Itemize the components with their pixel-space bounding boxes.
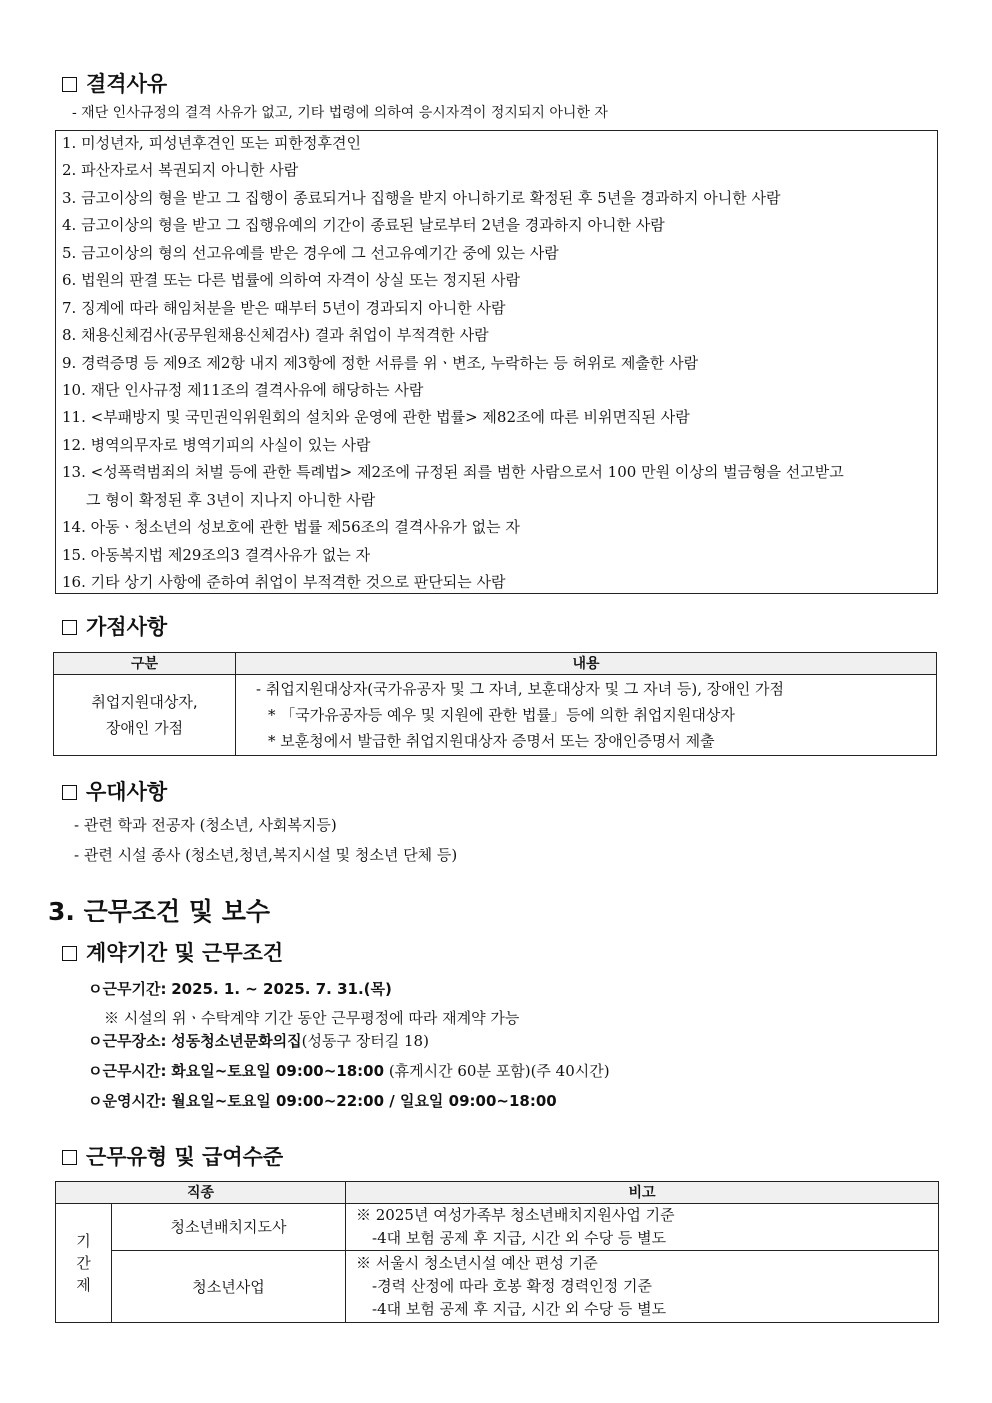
contract-period-note: ※ 시설의 위ㆍ수탁계약 기간 동안 근무평정에 따라 재계약 가능: [104, 1009, 520, 1027]
job-cell: 청소년배치지도사: [112, 1204, 346, 1251]
note-cell: [346, 1251, 939, 1323]
checkbox-square-icon: [62, 620, 77, 635]
bonus-category-cell: [54, 675, 236, 756]
bonus-heading: [62, 614, 167, 640]
note-line: -경력 산정에 따라 호봉 확정 경력인정 기준: [372, 1277, 653, 1295]
employment-type-char: 기: [76, 1232, 91, 1250]
salary-title: 근무유형 및 급여수준: [86, 1145, 284, 1169]
contract-hours-value: 화요일~토요일 09:00~18:00: [171, 1062, 385, 1080]
bonus-table: [53, 652, 937, 756]
contract-hours: [88, 1061, 610, 1081]
note-line: -4대 보험 공제 후 지급, 시간 외 수당 등 별도: [372, 1300, 667, 1318]
column-header-job: 직종: [56, 1182, 346, 1204]
bonus-content-line: * 보훈청에서 발급한 취업지원대상자 증명서 또는 장애인증명서 제출: [268, 732, 715, 750]
contract-place-detail: (성동구 장터길 18): [301, 1032, 429, 1050]
employment-type-cell: [56, 1204, 112, 1323]
table-row: [56, 1251, 939, 1323]
checkbox-square-icon: [62, 785, 77, 800]
list-item: 1. 미성년자, 피성년후견인 또는 피한정후견인: [62, 134, 361, 152]
list-item: 9. 경력증명 등 제9조 제2항 내지 제3항에 정한 서류를 위ㆍ변조, 누락하는 등 허위로 제출한 사람: [62, 354, 699, 372]
table-row: [56, 1204, 939, 1251]
bonus-title: 가점사항: [86, 615, 168, 639]
list-item: 3. 금고이상의 형을 받고 그 집행이 종료되거나 집행을 받지 아니하기로 확정된 후 5년을 경과하지 아니한 사람: [62, 189, 781, 207]
contract-place: [88, 1031, 429, 1051]
list-item: 16. 기타 상기 사항에 준하여 취업이 부적격한 것으로 판단되는 사람: [62, 573, 506, 591]
list-item: 8. 채용신체검사(공무원채용신체검사) 결과 취업이 부적격한 사람: [62, 326, 489, 344]
preference-item: - 관련 시설 종사 (청소년,청년,복지시설 및 청소년 단체 등): [74, 846, 458, 864]
list-item: 14. 아동ㆍ청소년의 성보호에 관한 법률 제56조의 결격사유가 없는 자: [62, 518, 520, 536]
note-cell: [346, 1204, 939, 1251]
contract-place-label: ㅇ근무장소:: [88, 1032, 167, 1050]
list-item: 2. 파산자로서 복권되지 아니한 사람: [62, 161, 299, 179]
bonus-category-line1: 취업지원대상자,: [91, 693, 198, 711]
checkbox-square-icon: [62, 77, 77, 92]
list-item: 6. 법원의 판결 또는 다른 법률에 의하여 자격이 상실 또는 정지된 사람: [62, 271, 520, 289]
note-line: -4대 보험 공제 후 지급, 시간 외 수당 등 별도: [372, 1229, 667, 1247]
contract-place-value: 성동청소년문화의집: [171, 1032, 302, 1050]
table-row: [54, 675, 937, 756]
bonus-content-line: - 취업지원대상자(국가유공자 및 그 자녀, 보훈대상자 및 그 자녀 등), 장애인 가점: [256, 680, 784, 698]
contract-hours-label: ㅇ근무시간:: [88, 1062, 167, 1080]
bonus-content-cell: [236, 675, 937, 756]
disqualification-title: 결격사유: [86, 72, 168, 96]
list-item: 7. 징계에 따라 해임처분을 받은 때부터 5년이 경과되지 아니한 사람: [62, 299, 506, 317]
disqualification-intro: - 재단 인사규정의 결격 사유가 없고, 기타 법령에 의하여 응시자격이 정지되지 아니한 자: [72, 105, 608, 121]
employment-type-char: 제: [76, 1276, 91, 1294]
list-item-continuation: 그 형이 확정된 후 3년이 지나지 아니한 사람: [86, 491, 376, 509]
list-item: 12. 병역의무자로 병역기피의 사실이 있는 사람: [62, 436, 371, 454]
list-item: 5. 금고이상의 형의 선고유예를 받은 경우에 그 선고유예기간 중에 있는 사람: [62, 244, 559, 262]
bonus-content-line: * 「국가유공자등 예우 및 지원에 관한 법률」등에 의한 취업지원대상자: [268, 706, 735, 724]
column-header-content: 내용: [236, 653, 937, 675]
list-item: 15. 아동복지법 제29조의3 결격사유가 없는 자: [62, 546, 371, 564]
list-item: 11. <부패방지 및 국민권익위원회의 설치와 운영에 관한 법률> 제82조에 따른 비위면직된 사람: [62, 408, 690, 426]
checkbox-square-icon: [62, 946, 77, 961]
note-line: ※ 서울시 청소년시설 예산 편성 기준: [356, 1254, 598, 1272]
column-header-category: 구분: [54, 653, 236, 675]
contract-ops: [88, 1091, 557, 1111]
table-header-row: [54, 653, 937, 675]
contract-heading: [62, 940, 283, 966]
contract-period: [88, 979, 392, 999]
disqualification-list-box: [55, 130, 938, 594]
list-item: 13. <성폭력범죄의 처벌 등에 관한 특례법> 제2조에 규정된 죄를 범한 사람으로서 100 만원 이상의 벌금형을 선고받고: [62, 463, 844, 481]
note-line: ※ 2025년 여성가족부 청소년배치지원사업 기준: [356, 1206, 675, 1224]
list-item: 10. 재단 인사규정 제11조의 결격사유에 해당하는 사람: [62, 381, 424, 399]
checkbox-square-icon: [62, 1150, 77, 1165]
employment-type-char: 간: [76, 1254, 91, 1272]
contract-title: 계약기간 및 근무조건: [86, 941, 284, 965]
job-cell: 청소년사업: [112, 1251, 346, 1323]
contract-hours-detail: (휴게시간 60분 포함)(주 40시간): [388, 1062, 610, 1080]
contract-ops-value: 월요일~토요일 09:00~22:00 / 일요일 09:00~18:00: [171, 1092, 557, 1110]
contract-period-value: 2025. 1. ~ 2025. 7. 31.(목): [171, 980, 392, 998]
salary-table: [55, 1181, 939, 1323]
bonus-category-line2: 장애인 가점: [105, 719, 184, 737]
preference-item: - 관련 학과 전공자 (청소년, 사회복지등): [74, 816, 337, 834]
preference-heading: [62, 779, 167, 805]
preference-title: 우대사항: [86, 780, 168, 804]
salary-heading: [62, 1144, 283, 1170]
table-header-row: [56, 1182, 939, 1204]
column-header-note: 비고: [346, 1182, 939, 1204]
list-item: 4. 금고이상의 형을 받고 그 집행유예의 기간이 종료된 날로부터 2년을 경과하지 아니한 사람: [62, 216, 665, 234]
disqualification-heading: [62, 71, 167, 97]
contract-ops-label: ㅇ운영시간:: [88, 1092, 167, 1110]
contract-period-label: ㅇ근무기간:: [88, 980, 167, 998]
section3-title: 3. 근무조건 및 보수: [48, 897, 271, 926]
